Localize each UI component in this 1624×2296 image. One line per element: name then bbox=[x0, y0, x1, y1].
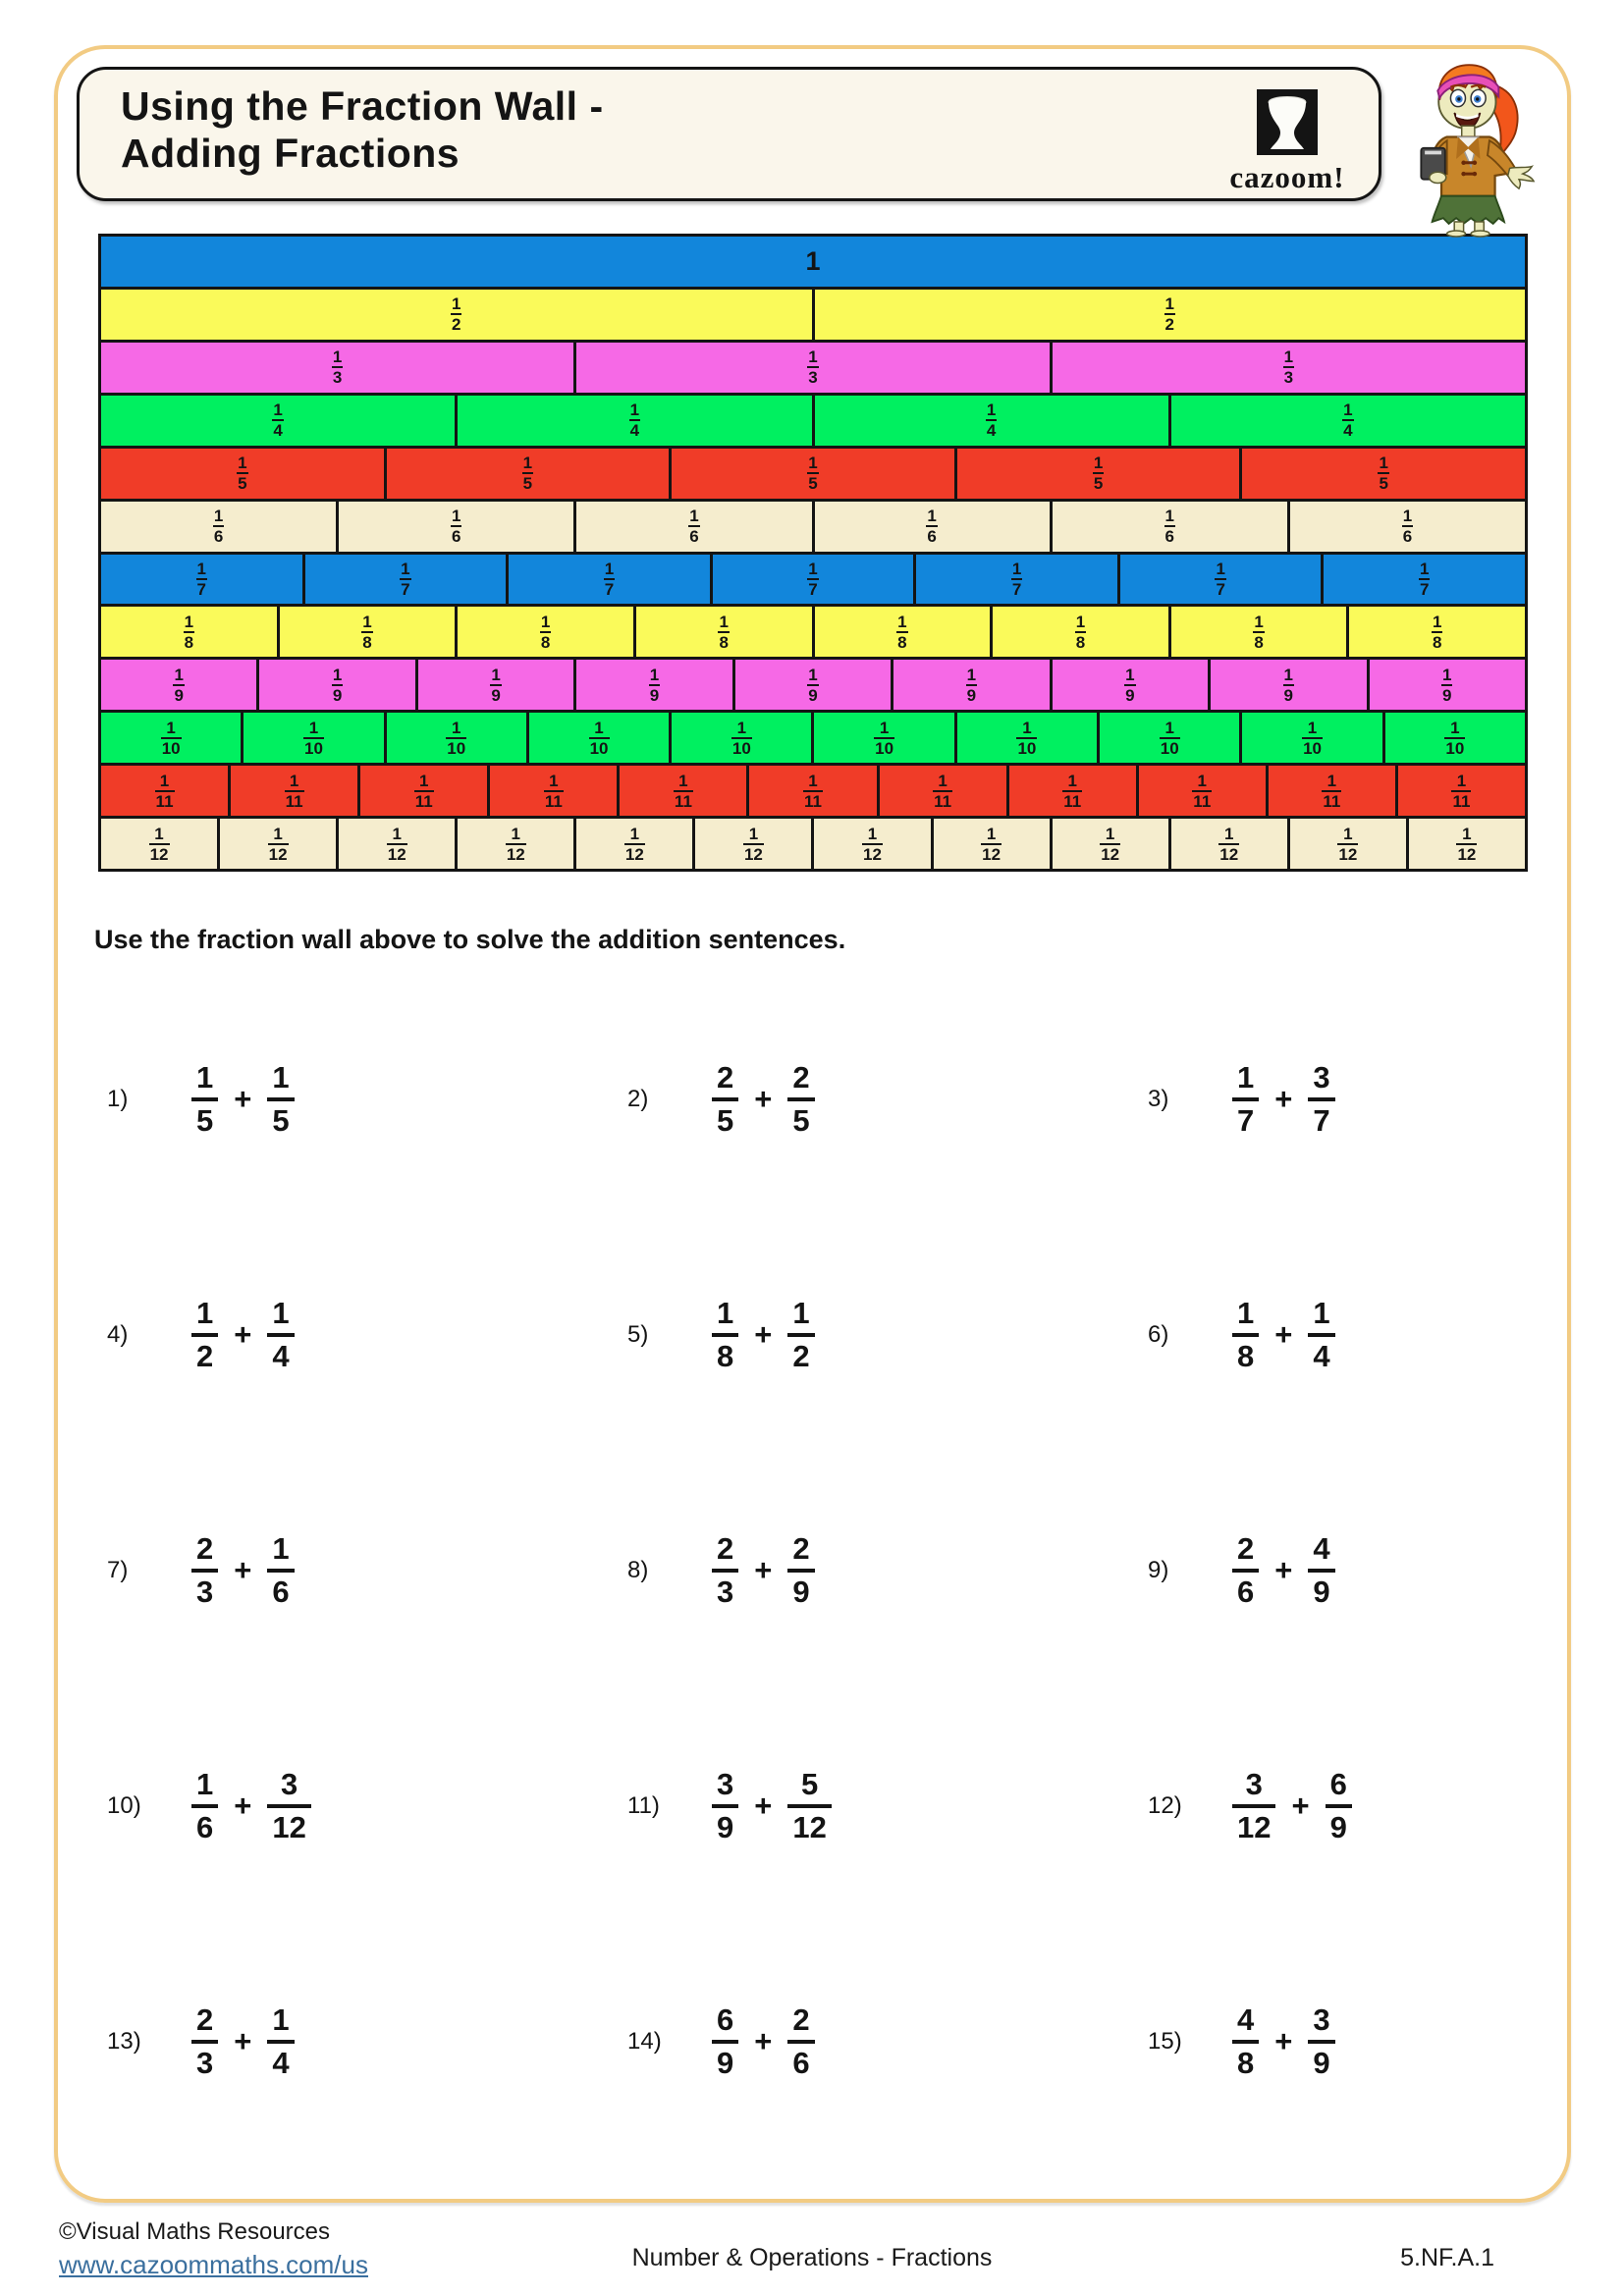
first-fraction: 2 5 bbox=[712, 1059, 738, 1141]
wall-row-3ths bbox=[101, 343, 1525, 393]
wall-cell bbox=[1053, 502, 1287, 552]
problem-number: 13) bbox=[107, 2028, 141, 2055]
wall-cell bbox=[101, 290, 812, 340]
problem-item bbox=[1134, 1688, 1537, 1924]
wall-cell bbox=[620, 766, 746, 816]
wall-cell bbox=[576, 343, 1049, 393]
djembe-drum-icon bbox=[1257, 89, 1318, 155]
plus-operator: + bbox=[234, 1789, 252, 1823]
wall-cell bbox=[458, 607, 633, 657]
fraction-label: 1 12 bbox=[982, 824, 1001, 864]
fraction-label: 1 11 bbox=[414, 771, 433, 811]
wall-cell bbox=[1290, 502, 1525, 552]
title-box bbox=[77, 67, 1381, 201]
problem-item bbox=[1134, 982, 1537, 1217]
fraction-label: 1 6 bbox=[213, 507, 224, 547]
second-fraction: $\frac{1}{4}$ bbox=[1308, 1295, 1334, 1376]
fraction-label: 1 7 bbox=[604, 559, 615, 599]
second-fraction: $\frac{1}{6}$ bbox=[267, 1530, 294, 1612]
fraction-label: 1 12 bbox=[1219, 824, 1239, 864]
fraction-label: 1 10 bbox=[589, 718, 609, 758]
plus-operator: + bbox=[1274, 1317, 1293, 1352]
problem-item bbox=[93, 1688, 614, 1924]
fraction-label: 1 9 bbox=[491, 665, 501, 705]
wall-cell bbox=[101, 713, 241, 763]
wall-cell bbox=[244, 713, 383, 763]
wall-cell bbox=[1370, 660, 1525, 710]
wall-cell bbox=[1290, 819, 1406, 869]
wall-cell bbox=[576, 660, 731, 710]
plus-operator: + bbox=[1291, 1789, 1310, 1823]
problem-number: 12) bbox=[1148, 1792, 1182, 1819]
problem-item bbox=[614, 1688, 1134, 1924]
wall-cell bbox=[735, 660, 891, 710]
wall-cell bbox=[101, 766, 228, 816]
wall-cell bbox=[1409, 819, 1525, 869]
fraction-label: 1 5 bbox=[238, 454, 247, 494]
wall-cell bbox=[1385, 713, 1525, 763]
problem-number: 8) bbox=[627, 1557, 649, 1583]
fraction-label: 1 4 bbox=[273, 400, 283, 441]
first-fraction: 1 7 bbox=[1232, 1059, 1259, 1141]
fraction-label: 1 8 bbox=[719, 612, 729, 652]
wall-cell bbox=[220, 819, 336, 869]
fraction-label: 1 11 bbox=[1063, 771, 1082, 811]
wall-cell bbox=[1269, 766, 1395, 816]
fraction-label: 1 10 bbox=[1445, 718, 1465, 758]
fraction-label: 1 7 bbox=[196, 559, 207, 599]
fraction-label: 1 11 bbox=[934, 771, 952, 811]
fraction-label: 1 9 bbox=[1283, 665, 1294, 705]
fraction-label: 1 9 bbox=[808, 665, 818, 705]
fraction-label: 1 3 bbox=[1283, 347, 1294, 388]
wall-cell bbox=[339, 819, 455, 869]
wall-cell bbox=[957, 449, 1240, 499]
footer-category: Number & Operations - Fractions bbox=[631, 2244, 993, 2271]
fraction-label: 1 10 bbox=[303, 718, 323, 758]
fraction-label: 1 7 bbox=[1216, 559, 1225, 599]
wall-cell bbox=[957, 713, 1097, 763]
second-fraction: $\frac{4}{9}$ bbox=[1308, 1530, 1334, 1612]
plus-operator: + bbox=[234, 1082, 252, 1116]
wall-cell bbox=[509, 555, 710, 605]
wall-cell bbox=[101, 396, 455, 446]
wall-cell bbox=[529, 713, 669, 763]
wall-cell bbox=[360, 766, 487, 816]
fraction-label: 1 9 bbox=[649, 665, 660, 705]
wall-cell bbox=[458, 396, 811, 446]
fraction-label: 1 10 bbox=[161, 718, 181, 758]
fraction-wall bbox=[98, 234, 1528, 872]
problem-number: 7) bbox=[107, 1557, 129, 1583]
fraction-label: 1 12 bbox=[1338, 824, 1358, 864]
wall-cell bbox=[101, 502, 336, 552]
second-fraction: $\frac{3}{12}$ bbox=[267, 1766, 310, 1847]
wall-row-whole bbox=[101, 237, 1525, 287]
plus-operator: + bbox=[234, 2024, 252, 2058]
wall-cell bbox=[636, 607, 812, 657]
wall-cell bbox=[934, 819, 1050, 869]
second-fraction: $\frac{1}{4}$ bbox=[267, 1295, 294, 1376]
fraction-label: 1 6 bbox=[1164, 507, 1174, 547]
problem-number: 14) bbox=[627, 2028, 662, 2055]
wall-cell bbox=[101, 237, 1525, 287]
fraction-label: 1 12 bbox=[624, 824, 644, 864]
wall-cell bbox=[280, 607, 456, 657]
wall-row-10ths bbox=[101, 713, 1525, 763]
fraction-label: 1 12 bbox=[149, 824, 169, 864]
second-fraction: $\frac{1}{2}$ bbox=[787, 1295, 814, 1376]
fraction-label: 1 6 bbox=[927, 507, 937, 547]
first-fraction: 2 6 bbox=[1232, 1530, 1259, 1612]
fraction-label: 1 12 bbox=[863, 824, 882, 864]
problem-item bbox=[93, 1217, 614, 1453]
wall-cell bbox=[1100, 713, 1239, 763]
problem-number: 6) bbox=[1148, 1321, 1169, 1348]
fraction-label: 1 8 bbox=[540, 612, 551, 652]
fraction-label: 1 9 bbox=[1125, 665, 1135, 705]
problem-item bbox=[1134, 1453, 1537, 1688]
fraction-label: 1 7 bbox=[1420, 559, 1430, 599]
problem-item bbox=[614, 982, 1134, 1217]
wall-cell bbox=[1242, 449, 1525, 499]
fraction-label: 1 10 bbox=[875, 718, 894, 758]
first-fraction: 2 3 bbox=[191, 2002, 218, 2083]
fraction-label: 1 bbox=[805, 245, 821, 276]
teacher-illustration bbox=[1380, 51, 1565, 238]
wall-cell bbox=[101, 343, 573, 393]
fraction-label: 1 4 bbox=[629, 400, 640, 441]
fraction-label: 1 6 bbox=[452, 507, 461, 547]
problem-item bbox=[93, 1924, 614, 2160]
fraction-label: 1 10 bbox=[1017, 718, 1037, 758]
problem-number: 15) bbox=[1148, 2028, 1182, 2055]
wall-cell bbox=[1242, 713, 1381, 763]
first-fraction: 2 3 bbox=[191, 1530, 218, 1612]
wall-row-7ths bbox=[101, 555, 1525, 605]
fraction-label: 1 12 bbox=[506, 824, 525, 864]
fraction-label: 1 9 bbox=[1441, 665, 1452, 705]
plus-operator: + bbox=[754, 1082, 773, 1116]
wall-row-9ths bbox=[101, 660, 1525, 710]
fraction-label: 1 4 bbox=[1343, 400, 1353, 441]
wall-cell bbox=[458, 819, 573, 869]
wall-cell bbox=[1171, 819, 1287, 869]
first-fraction: 1 8 bbox=[712, 1295, 738, 1376]
wall-cell bbox=[101, 819, 217, 869]
fraction-label: 1 5 bbox=[522, 454, 533, 494]
problem-number: 9) bbox=[1148, 1557, 1169, 1583]
second-fraction: $\frac{6}{9}$ bbox=[1326, 1766, 1352, 1847]
wall-row-6ths bbox=[101, 502, 1525, 552]
wall-cell bbox=[1171, 607, 1347, 657]
wall-cell bbox=[749, 766, 876, 816]
fraction-label: 1 11 bbox=[155, 771, 174, 811]
fraction-label: 1 7 bbox=[401, 559, 410, 599]
first-fraction: 1 6 bbox=[191, 1766, 218, 1847]
plus-operator: + bbox=[1274, 1553, 1293, 1587]
problem-item bbox=[93, 1453, 614, 1688]
first-fraction: 6 9 bbox=[712, 2002, 738, 2083]
problem-number: 2) bbox=[627, 1086, 649, 1112]
fraction-label: 1 9 bbox=[966, 665, 977, 705]
plus-operator: + bbox=[754, 1553, 773, 1587]
website-link[interactable]: www.cazoommaths.com/us bbox=[59, 2250, 368, 2280]
second-fraction: $\frac{2}{6}$ bbox=[787, 2002, 814, 2083]
fraction-label: 1 5 bbox=[1379, 454, 1388, 494]
cazoom-logo bbox=[1227, 89, 1347, 192]
problem-number: 1) bbox=[107, 1086, 129, 1112]
fraction-label: 1 9 bbox=[332, 665, 343, 705]
plus-operator: + bbox=[754, 2024, 773, 2058]
problem-number: 10) bbox=[107, 1792, 141, 1819]
first-fraction: 2 3 bbox=[712, 1530, 738, 1612]
wall-cell bbox=[1120, 555, 1322, 605]
instruction-text: Use the fraction wall above to solve the addition sentences. bbox=[94, 925, 846, 954]
wall-cell bbox=[1171, 396, 1525, 446]
wall-row-8ths bbox=[101, 607, 1525, 657]
second-fraction: $\frac{3}{7}$ bbox=[1308, 1059, 1334, 1141]
problem-number: 11) bbox=[627, 1792, 660, 1819]
fraction-label: 1 7 bbox=[808, 559, 818, 599]
wall-cell bbox=[815, 607, 991, 657]
fraction-label: 1 8 bbox=[897, 612, 907, 652]
wall-cell bbox=[101, 449, 384, 499]
wall-cell bbox=[1139, 766, 1266, 816]
fraction-label: 1 12 bbox=[268, 824, 288, 864]
fraction-label: 1 11 bbox=[544, 771, 563, 811]
wall-row-4ths bbox=[101, 396, 1525, 446]
wall-cell bbox=[1324, 555, 1525, 605]
problem-item bbox=[1134, 1924, 1537, 2160]
problem-number: 5) bbox=[627, 1321, 649, 1348]
wall-cell bbox=[672, 713, 811, 763]
fraction-label: 1 3 bbox=[332, 347, 343, 388]
wall-row-11ths bbox=[101, 766, 1525, 816]
fraction-label: 1 8 bbox=[1432, 612, 1442, 652]
copyright-text: ©Visual Maths Resources bbox=[59, 2218, 331, 2245]
wall-cell bbox=[490, 766, 617, 816]
wall-cell bbox=[387, 449, 670, 499]
fraction-label: 1 11 bbox=[1452, 771, 1471, 811]
fraction-label: 1 6 bbox=[689, 507, 699, 547]
wall-cell bbox=[880, 766, 1006, 816]
first-fraction: 3 9 bbox=[712, 1766, 738, 1847]
wall-cell bbox=[814, 819, 930, 869]
first-fraction: 1 5 bbox=[191, 1059, 218, 1141]
wall-cell bbox=[672, 449, 954, 499]
fraction-label: 1 8 bbox=[184, 612, 194, 652]
fraction-label: 1 8 bbox=[1254, 612, 1264, 652]
wall-cell bbox=[993, 607, 1168, 657]
fraction-label: 1 5 bbox=[1093, 454, 1104, 494]
second-fraction: $\frac{3}{9}$ bbox=[1308, 2002, 1334, 2083]
plus-operator: + bbox=[1274, 1082, 1293, 1116]
fraction-label: 1 12 bbox=[1101, 824, 1120, 864]
first-fraction: 4 8 bbox=[1232, 2002, 1259, 2083]
fraction-label: 1 10 bbox=[731, 718, 751, 758]
problem-item bbox=[614, 1453, 1134, 1688]
fraction-label: 1 3 bbox=[808, 347, 818, 388]
wall-cell bbox=[101, 555, 302, 605]
fraction-label: 1 11 bbox=[1193, 771, 1212, 811]
wall-cell bbox=[305, 555, 507, 605]
wall-cell bbox=[916, 555, 1117, 605]
wall-cell bbox=[387, 713, 526, 763]
wall-row-5ths bbox=[101, 449, 1525, 499]
fraction-label: 1 11 bbox=[1323, 771, 1341, 811]
fraction-label: 1 7 bbox=[1011, 559, 1022, 599]
fraction-label: 1 8 bbox=[362, 612, 372, 652]
wall-cell bbox=[418, 660, 573, 710]
fraction-label: 1 9 bbox=[174, 665, 184, 705]
wall-cell bbox=[339, 502, 573, 552]
wall-cell bbox=[815, 290, 1526, 340]
second-fraction: $\frac{2}{5}$ bbox=[787, 1059, 814, 1141]
first-fraction: 3 12 bbox=[1232, 1766, 1275, 1847]
page-title-line1: Using the Fraction Wall - bbox=[121, 83, 604, 129]
second-fraction: $\frac{5}{12}$ bbox=[787, 1766, 831, 1847]
problem-item bbox=[1134, 1217, 1537, 1453]
fraction-label: 1 6 bbox=[1402, 507, 1413, 547]
fraction-label: 1 10 bbox=[447, 718, 466, 758]
wall-cell bbox=[576, 502, 811, 552]
wall-cell bbox=[815, 502, 1050, 552]
fraction-label: 1 2 bbox=[452, 294, 461, 335]
fraction-label: 1 11 bbox=[674, 771, 692, 811]
wall-cell bbox=[713, 555, 914, 605]
fraction-label: 1 11 bbox=[285, 771, 303, 811]
wall-cell bbox=[101, 660, 256, 710]
fraction-label: 1 12 bbox=[743, 824, 763, 864]
fraction-label: 1 10 bbox=[1303, 718, 1322, 758]
fraction-label: 1 4 bbox=[986, 400, 997, 441]
first-fraction: 1 8 bbox=[1232, 1295, 1259, 1376]
second-fraction: $\frac{1}{4}$ bbox=[267, 2002, 294, 2083]
wall-row-12ths bbox=[101, 819, 1525, 869]
wall-cell bbox=[1009, 766, 1136, 816]
fraction-label: 1 12 bbox=[1457, 824, 1477, 864]
fraction-label: 1 8 bbox=[1075, 612, 1086, 652]
second-fraction: $\frac{1}{5}$ bbox=[267, 1059, 294, 1141]
problem-number: 4) bbox=[107, 1321, 129, 1348]
wall-cell bbox=[1053, 819, 1168, 869]
wall-cell bbox=[1053, 343, 1525, 393]
wall-row-2ths bbox=[101, 290, 1525, 340]
fraction-label: 1 10 bbox=[1160, 718, 1179, 758]
wall-cell bbox=[231, 766, 357, 816]
wall-cell bbox=[1053, 660, 1208, 710]
first-fraction: 1 2 bbox=[191, 1295, 218, 1376]
wall-cell bbox=[814, 713, 953, 763]
problem-number: 3) bbox=[1148, 1086, 1169, 1112]
plus-operator: + bbox=[754, 1317, 773, 1352]
wall-cell bbox=[259, 660, 414, 710]
plus-operator: + bbox=[1274, 2024, 1293, 2058]
wall-cell bbox=[1349, 607, 1525, 657]
plus-operator: + bbox=[234, 1553, 252, 1587]
problem-item bbox=[614, 1924, 1134, 2160]
fraction-label: 1 12 bbox=[387, 824, 406, 864]
plus-operator: + bbox=[234, 1317, 252, 1352]
page-title-line2: Adding Fractions bbox=[121, 130, 460, 176]
wall-cell bbox=[1398, 766, 1525, 816]
wall-cell bbox=[101, 607, 277, 657]
fraction-label: 1 11 bbox=[804, 771, 822, 811]
second-fraction: $\frac{2}{9}$ bbox=[787, 1530, 814, 1612]
wall-cell bbox=[695, 819, 811, 869]
wall-cell bbox=[893, 660, 1049, 710]
problems-grid bbox=[93, 982, 1537, 2160]
problem-item bbox=[614, 1217, 1134, 1453]
fraction-label: 1 2 bbox=[1164, 294, 1174, 335]
page-title bbox=[121, 83, 604, 177]
wall-cell bbox=[1211, 660, 1366, 710]
fraction-label: 1 5 bbox=[808, 454, 818, 494]
footer-standard-code: 5.NF.A.1 bbox=[1400, 2244, 1494, 2271]
cazoom-logo-text: cazoom! bbox=[1229, 160, 1345, 194]
wall-cell bbox=[815, 396, 1168, 446]
plus-operator: + bbox=[754, 1789, 773, 1823]
wall-cell bbox=[576, 819, 692, 869]
problem-item bbox=[93, 982, 614, 1217]
